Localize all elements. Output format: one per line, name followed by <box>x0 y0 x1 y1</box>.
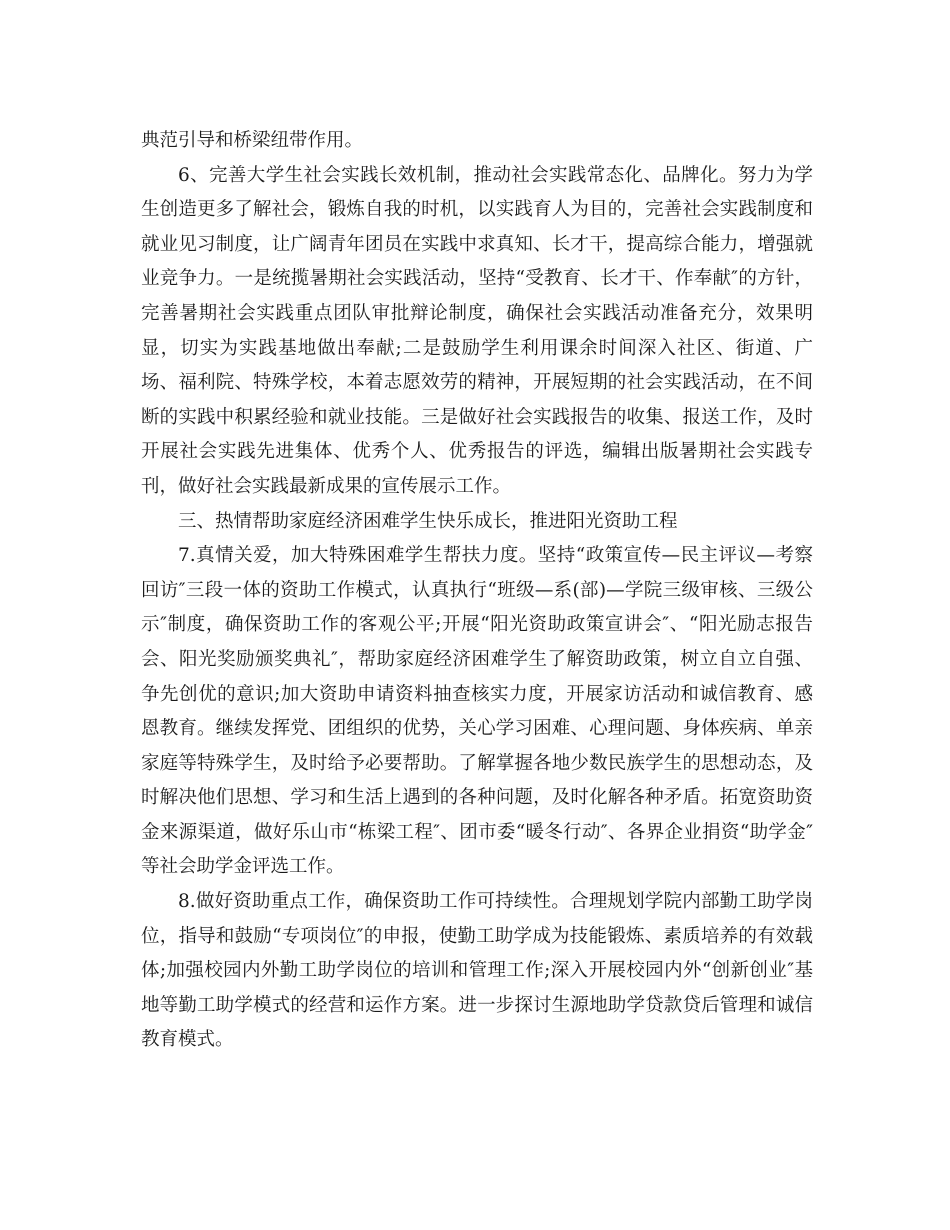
section-heading-3: 三、热情帮助家庭经济困难学生快乐成长，推进阳光资助工程 <box>178 510 678 532</box>
paragraph-item-6: 6、完善大学生社会实践长效机制，推动社会实践常态化、品牌化。努力为学生创造更多了解社会，锻炼自我的时机，以实践育人为目的，完善社会实践制度和就业见习制度，让广阔青年团员在实践中求真知、长才干，提高综合能力，增强就业竞争力。一是统揽暑期社会实践活动，坚持“受教育、长才干、作奉献″的方针，完善暑期社会实践重点团队审批辩论制度，确保社会实践活动准备充分，效果明显，切实为实践基地做出奉献;二是鼓励学生利用课余时间深入社区、街道、广场、福利院、特殊学校，本着志愿效劳的精神，开展短期的社会实践活动，在不间断的实践中积累经验和就业技能。三是做好社会实践报告的收集、报送工作，及时开展社会实践先进集体、优秀个人、优秀报告的评选，编辑出版暑期社会实践专刊，做好社会实践最新成果的宣传展示工作。 <box>141 164 813 497</box>
document-body <box>141 124 813 1058</box>
paragraph-continuation: 典范引导和桥梁纽带作用。 <box>141 130 364 151</box>
paragraph-item-7: 7.真情关爱，加大特殊困难学生帮扶力度。坚持“政策宣传—民主评议—考察回访″三段一体的资助工作模式，认真执行“班级—系(部)—学院三级审核、三级公示″制度，确保资助工作的客观公平;开展“阳光资助政策宣讲会″、“阳光励志报告会、阳光奖励颁奖典礼″，帮助家庭经济困难学生了解资助政策，树立自立自强、争先创优的意识;加大资助申请资料抽查核实力度，开展家访活动和诚信教育、感恩教育。继续发挥党、团组织的优势，关心学习困难、心理问题、身体疾病、单亲家庭等特殊学生，及时给予必要帮助。了解掌握各地少数民族学生的思想动态，及时解决他们思想、学习和生活上遇到的各种问题，及时化解各种矛盾。拓宽资助资金来源渠道，做好乐山市“栋梁工程″、团市委“暖冬行动″、各界企业捐资“助学金″等社会助学金评选工作。 <box>141 545 813 878</box>
paragraph-item-8: 8.做好资助重点工作，确保资助工作可持续性。合理规划学院内部勤工助学岗位，指导和鼓励“专项岗位″的申报，使勤工助学成为技能锻炼、素质培养的有效载体;加强校园内外勤工助学岗位的培训和管理工作;深入开展校园内外“创新创业″基地等勤工助学模式的经营和运作方案。进一步探讨生源地助学贷款贷后管理和诚信教育模式。 <box>141 891 813 1051</box>
